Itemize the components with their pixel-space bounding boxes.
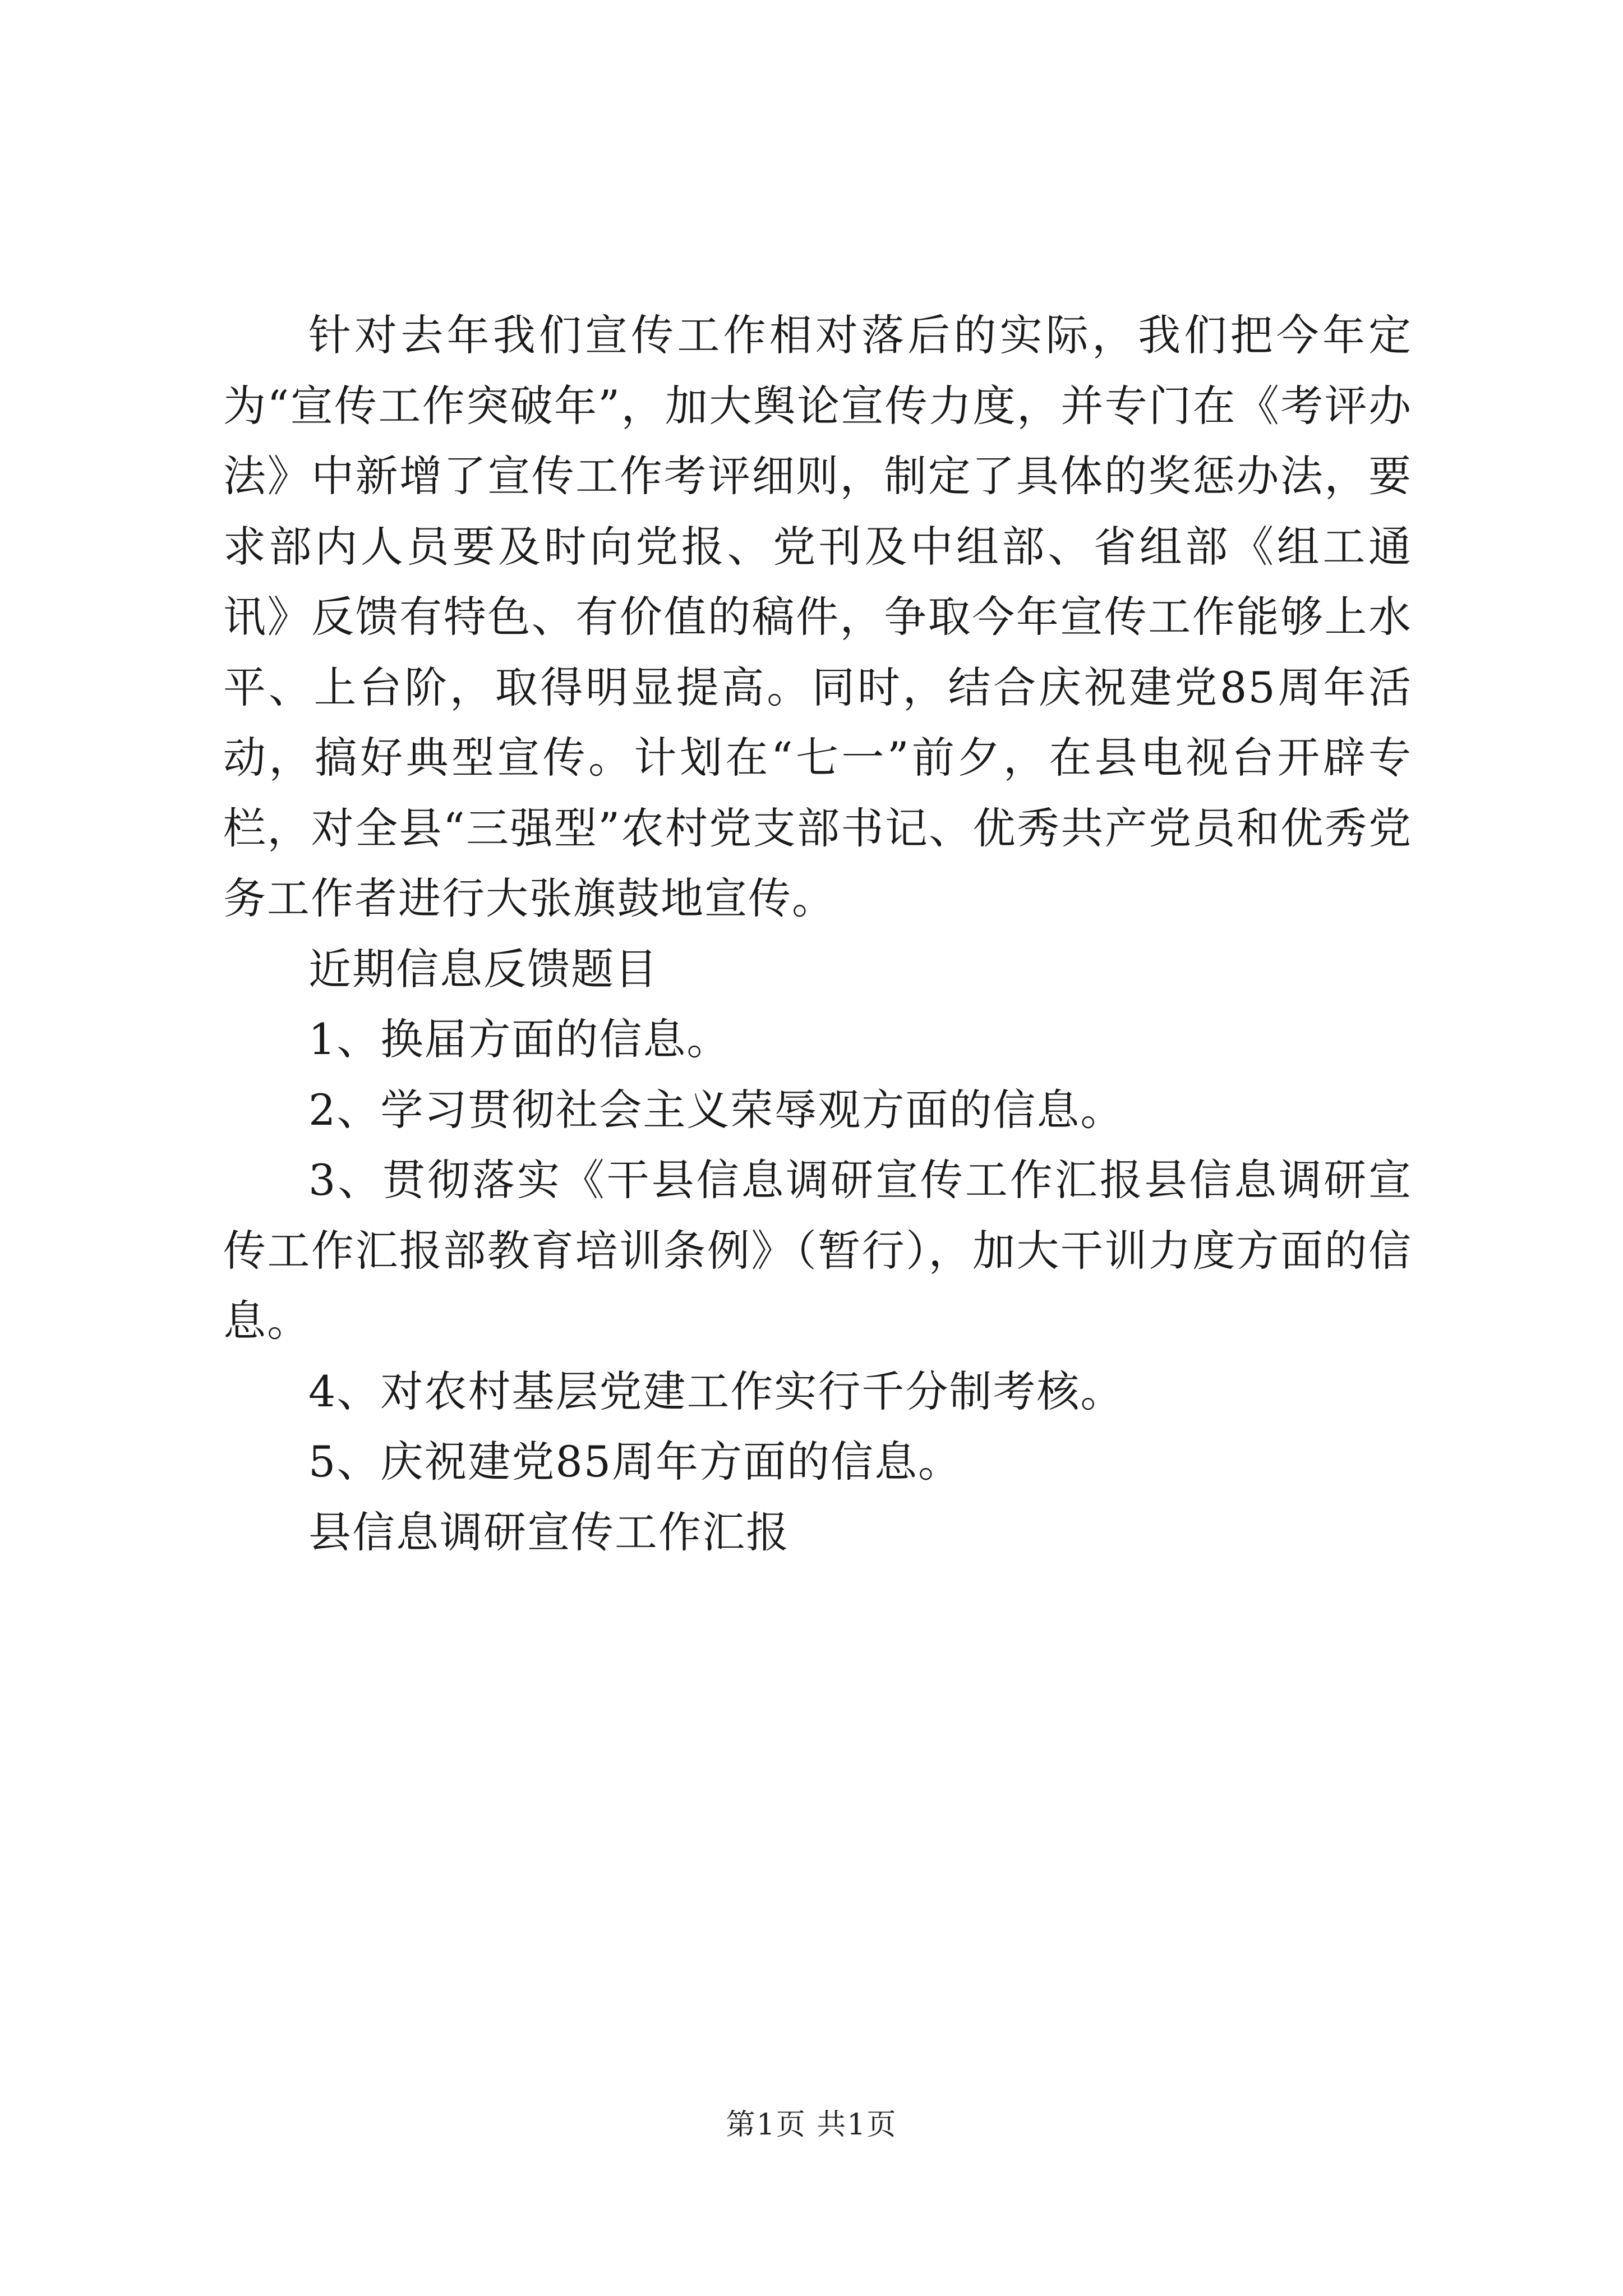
intro-paragraph: 针对去年我们宣传工作相对落后的实际，我们把今年定为“宣传工作突破年”，加大舆论宣传力度，并专门在《考评办法》中新增了宣传工作考评细则，制定了具体的奖惩办法，要求部内人员要及时向党报、党刊及中组部、省组部《组工通讯》反馈有特色、有价值的稿件，争取今年宣传工作能够上水平、上台阶，取得明显提高。同时，结合庆祝建党85周年活动，搞好典型宣传。计划在“七一”前夕，在县电视台开辟专栏，对全县“三强型”农村党支部书记、优秀共产党员和优秀党务工作者进行大张旗鼓地宣传。: [223, 310, 1412, 923]
list-item: 2、学习贯彻社会主义荣辱观方面的信息。: [308, 1084, 1124, 1135]
page-number-footer: 第1页 共1页: [726, 2108, 897, 2142]
section-heading: 近期信息反馈题目: [308, 944, 658, 994]
closing-title: 县信息调研宣传工作汇报: [308, 1507, 790, 1557]
list-item: 1、换届方面的信息。: [308, 1014, 731, 1064]
list-item: 5、庆祝建党85周年方面的信息。: [308, 1437, 962, 1487]
list-item: 3、贯彻落实《干县信息调研宣传工作汇报县信息调研宣传工作汇报部教育培训条例》（暂行），加大干训力度方面的信息。: [223, 1155, 1412, 1346]
list-item: 4、对农村基层党建工作实行千分制考核。: [308, 1366, 1124, 1416]
document-body: [223, 300, 1412, 1567]
